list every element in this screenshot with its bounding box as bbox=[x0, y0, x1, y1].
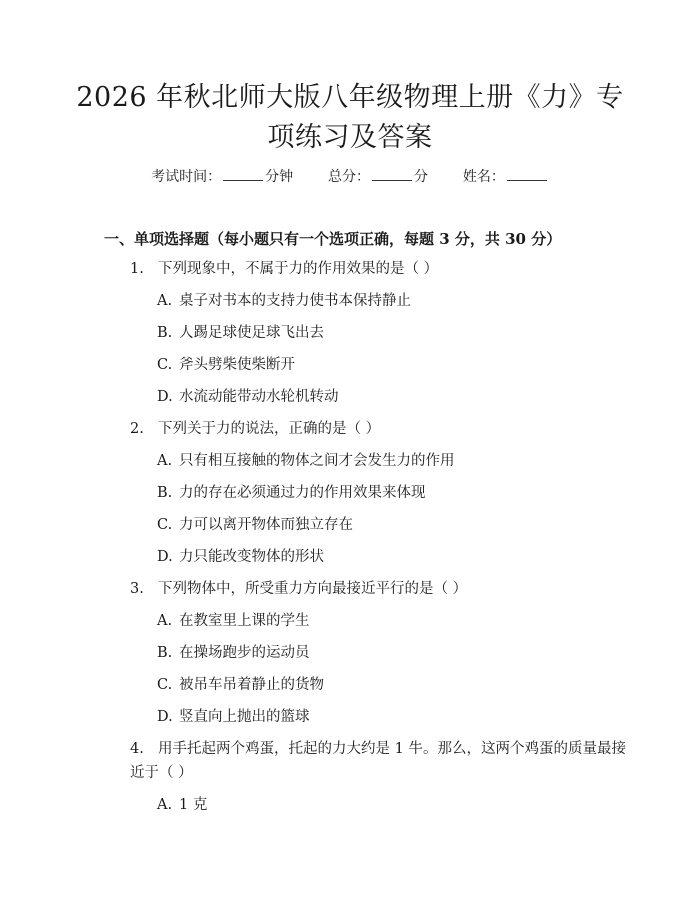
question-4 bbox=[130, 738, 626, 760]
option-letter: B. bbox=[157, 645, 173, 661]
question-3 bbox=[130, 578, 467, 600]
option-letter: A. bbox=[157, 453, 173, 469]
option-text: 斧头劈柴使柴断开 bbox=[179, 357, 295, 373]
student-name-blank bbox=[507, 166, 547, 181]
option-text: 力只能改变物体的形状 bbox=[179, 549, 324, 565]
option-letter: C. bbox=[157, 677, 173, 693]
exam-time-label: 考试时间： bbox=[151, 169, 222, 185]
question-text: 下列关于力的说法，正确的是（ ） bbox=[158, 421, 381, 437]
question-1 bbox=[130, 258, 438, 280]
question-text: 下列物体中，所受重力方向最接近平行的是（ ） bbox=[158, 581, 468, 597]
option-text: 竖直向上抛出的篮球 bbox=[179, 709, 310, 725]
question-1-option-d bbox=[157, 386, 339, 408]
exam-meta bbox=[0, 166, 700, 187]
question-number: 2. bbox=[130, 421, 144, 437]
section-1-title: 一、单项选择题（每小题只有一个选项正确，每题 3 分，共 30 分） bbox=[104, 230, 562, 248]
document-title bbox=[60, 78, 640, 158]
option-text: 只有相互接触的物体之间才会发生力的作用 bbox=[179, 453, 455, 469]
option-letter: C. bbox=[157, 357, 173, 373]
question-number: 3. bbox=[130, 581, 144, 597]
question-4-option-a bbox=[157, 794, 207, 816]
exam-time-blank bbox=[223, 166, 263, 181]
option-letter: A. bbox=[157, 613, 173, 629]
total-score-label: 总分： bbox=[328, 169, 370, 185]
option-text: 力可以离开物体而独立存在 bbox=[179, 517, 353, 533]
option-letter: D. bbox=[157, 389, 173, 405]
question-1-option-a bbox=[157, 290, 411, 312]
option-letter: D. bbox=[157, 709, 173, 725]
exam-time-unit: 分钟 bbox=[265, 169, 294, 185]
question-number: 4. bbox=[130, 741, 144, 757]
question-3-option-d bbox=[157, 706, 310, 728]
total-score-blank bbox=[372, 166, 412, 181]
option-text: 在教室里上课的学生 bbox=[179, 613, 310, 629]
question-3-option-a bbox=[157, 610, 310, 632]
question-3-option-b bbox=[157, 642, 310, 664]
question-2-option-c bbox=[157, 514, 353, 536]
question-2-option-a bbox=[157, 450, 455, 472]
question-number: 1. bbox=[130, 261, 144, 277]
option-letter: D. bbox=[157, 549, 173, 565]
option-text: 力的存在必须通过力的作用效果来体现 bbox=[179, 485, 426, 501]
student-name-field bbox=[463, 166, 549, 187]
title-line-1: 2026 年秋北师大版八年级物理上册《力》专 bbox=[76, 82, 624, 113]
option-text: 在操场跑步的运动员 bbox=[179, 645, 310, 661]
exam-time-field bbox=[151, 166, 293, 187]
title-line-2: 项练习及答案 bbox=[267, 122, 433, 153]
option-letter: B. bbox=[157, 325, 173, 341]
option-text: 水流动能带动水轮机转动 bbox=[179, 389, 339, 405]
total-score-unit: 分 bbox=[414, 169, 428, 185]
option-text: 人踢足球使足球飞出去 bbox=[179, 325, 324, 341]
option-letter: C. bbox=[157, 517, 173, 533]
total-score-field bbox=[328, 166, 428, 187]
option-text: 被吊车吊着静止的货物 bbox=[179, 677, 324, 693]
option-text: 桌子对书本的支持力使书本保持静止 bbox=[179, 293, 411, 309]
question-2-option-b bbox=[157, 482, 426, 504]
question-2 bbox=[130, 418, 380, 440]
question-2-option-d bbox=[157, 546, 324, 568]
question-4-continuation bbox=[130, 762, 193, 784]
question-1-option-c bbox=[157, 354, 295, 376]
question-text-line-1: 用手托起两个鸡蛋，托起的力大约是 1 牛。那么，这两个鸡蛋的质量最接 bbox=[158, 741, 626, 757]
option-letter: A. bbox=[157, 797, 173, 813]
option-text: 1 克 bbox=[179, 797, 208, 813]
option-letter: B. bbox=[157, 485, 173, 501]
question-1-option-b bbox=[157, 322, 324, 344]
question-text: 下列现象中，不属于力的作用效果的是（ ） bbox=[158, 261, 439, 277]
option-letter: A. bbox=[157, 293, 173, 309]
question-text-line-2: 近于（ ） bbox=[130, 765, 193, 781]
student-name-label: 姓名： bbox=[462, 169, 505, 185]
question-3-option-c bbox=[157, 674, 324, 696]
